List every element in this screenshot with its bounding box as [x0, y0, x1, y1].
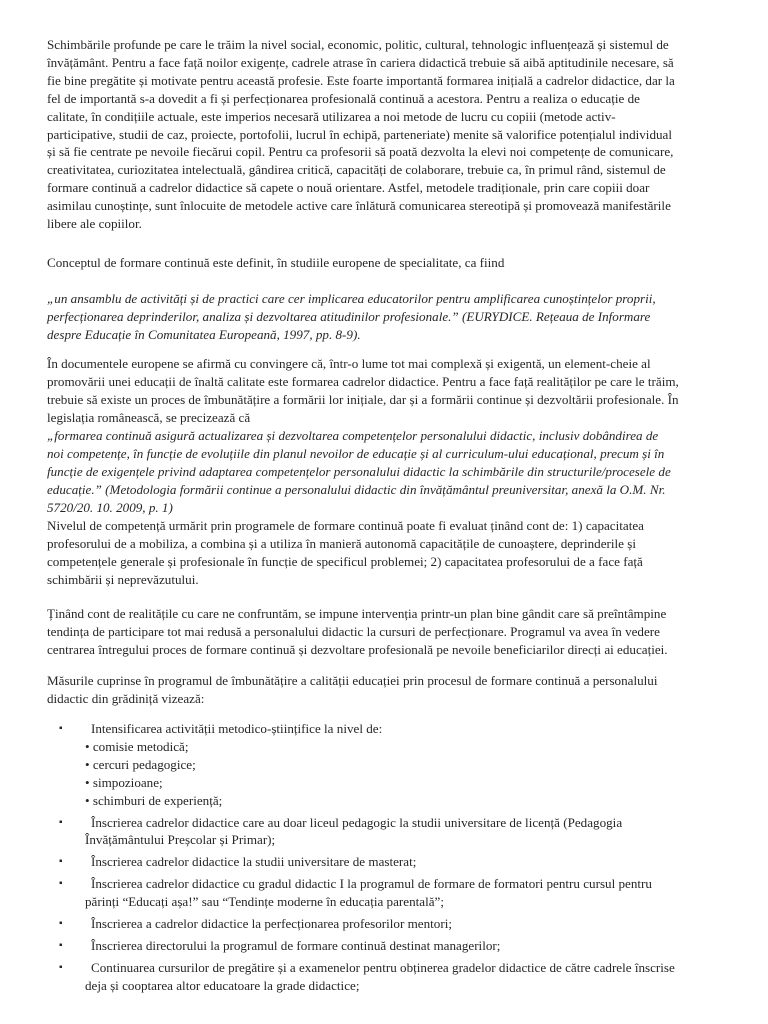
text-line: asimilau cunoștințe, sunt înlocuite de metodele active care înlătură comunicarea stereotipă și promovează manifestările: [47, 198, 671, 214]
list-item-text: deja și cooptarea altor educatoare la grade didactice;: [85, 977, 360, 993]
concept-paragraph: [47, 254, 733, 272]
text-line: despre Educație în Comunitatea Europeană, 1997, pp. 8-9).: [47, 326, 361, 342]
list-item-text: Înscrierea cadrelor didactice la studii universitare de masterat;: [91, 854, 417, 870]
text-line: perfecționarea deprinderilor, analiza și dezvoltarea atitudinilor profesionale.” (EURYDICE. Rețeaua de Informare: [47, 308, 651, 324]
eurydice-quote: [47, 290, 733, 344]
intro-paragraph: [47, 36, 733, 233]
text-line: „formarea continuă asigură actualizarea și dezvoltarea competențelor personalului didactic, inclusiv dobândirea de: [47, 428, 659, 443]
text-line: creativitatea, curiozitatea intelectuală, gândirea critică, capacități de colaborare, trebuie ca, în primul rând, sistemul de: [47, 162, 666, 178]
text-line: noi competențe, în funcție de evoluțiile din planul nevoilor de educație și al curriculum-ului educațional, precum și în: [47, 445, 665, 461]
text-line: profesorului de a mobiliza, a combina și a utiliza în manieră autonomă capacitățile de cunoaștere, deprinderile și: [47, 535, 636, 551]
text-line: formare continuă a cadrelor didactice să capete o nouă orientare. Astfel, metodele tradiționale, prin care copiii doar: [47, 180, 650, 196]
list-item: [47, 853, 737, 871]
text-line: tendința de participare tot mai redusă a personalului didactic la cursuri de perfecționare. Programul va avea în vedere: [47, 623, 660, 639]
text-line: și să fie centrate pe nevoile fiecărui copil. Pentru ca profesorii să poată dezvolta la elevi noi competențe de comunicare,: [47, 144, 674, 160]
competence-paragraph: [47, 517, 733, 589]
text-line: didactic din grădiniță vizează:: [47, 690, 205, 706]
text-line: În documentele europene se afirmă cu convingere că, într-o lume tot mai complexă și exigentă, un element-cheie al: [47, 356, 651, 371]
text-line: schimbării și neprevăzutului.: [47, 571, 199, 587]
square-bullet-icon: ▪: [59, 918, 63, 930]
text-line: învățământ. Pentru a face față noilor exigențe, cadrele atrase în cariera didactică trebuie să aibă aptitudinile necesare, să: [47, 54, 674, 70]
text-line: fel de importantă s-a dovedit a fi și perfecționarea profesională continuă a acestora. Pentru a realiza o educație de: [47, 90, 640, 106]
list-item-text: Înscrierea cadrelor didactice cu gradul didactic I la programul de formare de formatori pentru cursul pentru: [91, 876, 652, 892]
text-line: promovării unei educații de înaltă calitate este formarea cadrelor didactice. Pentru a face față realităților pe care le trăim,: [47, 373, 679, 389]
square-bullet-icon: ▪: [59, 878, 63, 890]
text-line: participative, studii de caz, proiecte, portofolii, lucrul în echipă, parteneriate) menite să valorifice potențialul individual: [47, 126, 672, 142]
text-line: trebuie să existe un proces de îmbunătățire a formării lor inițiale, dar și a formării continue și dezvoltării profesionale. În: [47, 391, 679, 407]
sub-list-item: • simpozioane;: [85, 774, 163, 790]
square-bullet-icon: ▪: [59, 816, 63, 828]
text-line: educație.” (Metodologia formării continue a personalului didactic din învățământul preuniversitar, anexă la O.M. Nr.: [47, 481, 666, 497]
square-bullet-icon: ▪: [59, 961, 63, 973]
measures-intro-paragraph: [47, 672, 733, 708]
text-line: Schimbările profunde pe care le trăim la nivel social, economic, politic, cultural, tehnologic influențează și sistemul de: [47, 37, 669, 52]
square-bullet-icon: ▪: [59, 856, 63, 868]
list-item-text: Continuarea cursurilor de pregătire și a examenelor pentru obținerea gradelor didactice de către cadrele înscrise: [91, 959, 675, 975]
square-bullet-icon: ▪: [59, 723, 63, 734]
list-item-text: părinți “Educați așa!” sau “Tendințe moderne în educația parentală”;: [85, 894, 444, 910]
text-line: funcție de exigențele privind adaptarea competențelor personalului didactic la schimbările din structurile/procesele de: [47, 463, 671, 479]
text-line: 5720/20. 10. 2009, p. 1): [47, 499, 173, 515]
list-item: [47, 814, 737, 850]
text-line: centrarea întregului proces de formare continuă și dezvoltare profesională pe nevoile beneficiarilor direcți ai educației.: [47, 641, 668, 657]
list-item: [47, 937, 737, 955]
methodology-quote: [47, 427, 733, 517]
text-line: Nivelul de competență urmărit prin programele de formare continuă poate fi evaluat ținând cont de: 1) capacitatea: [47, 518, 644, 533]
list-item-text: Intensificarea activității metodico-științifice la nivel de:: [91, 721, 383, 736]
european-documents-paragraph: [47, 355, 733, 427]
text-line: competențele generale și profesionale în funcție de specificul problemei; 2) capacitatea profesorului de a face față: [47, 553, 643, 569]
text-line: legislația românească, se precizează că: [47, 409, 251, 425]
sub-list-item: • cercuri pedagogice;: [85, 756, 196, 772]
list-item: [47, 915, 737, 933]
intervention-paragraph: [47, 605, 733, 659]
sub-list-item: • schimburi de experiență;: [85, 792, 223, 808]
text-line: libere ale copiilor.: [47, 216, 142, 232]
sub-list-item: • comisie metodică;: [85, 738, 189, 754]
list-item-text: Învățământului Preșcolar și Primar);: [85, 832, 276, 848]
list-item-text: Înscrierea directorului la programul de formare continuă destinat managerilor;: [91, 937, 501, 953]
list-item: [47, 959, 737, 995]
text-line: calitate, în condițiile actuale, este imperios necesară utilizarea a noi metode de lucru cu copiii (metode activ-: [47, 108, 616, 124]
text-line: Conceptul de formare continuă este definit, în studiile europene de specialitate, ca fiind: [47, 255, 505, 270]
text-line: fie bine pregătite și motivate pentru această profesie. Este foarte importantă formarea inițială a cadrelor didactice, dar la: [47, 72, 675, 88]
text-line: Ținând cont de realitățile cu care ne confruntăm, se impune intervenția printr-un plan bine gândit care să preîntâmpine: [47, 606, 667, 621]
list-item-text: Înscrierea cadrelor didactice care au doar liceul pedagogic la studii universitare de licență (Pedagogia: [91, 814, 623, 830]
list-item: [47, 720, 737, 810]
measures-list: [47, 720, 737, 995]
sub-list: [85, 738, 737, 810]
square-bullet-icon: ▪: [59, 939, 63, 951]
text-line: „un ansamblu de activități și de practici care cer implicarea educatorilor pentru amplificarea cunoștințelor proprii,: [47, 291, 656, 306]
list-item: [47, 875, 737, 911]
list-item-text: Înscrierea a cadrelor didactice la perfecționarea profesorilor mentori;: [91, 916, 452, 932]
text-line: Măsurile cuprinse în programul de îmbunătățire a calității educației prin procesul de formare continuă a personalului: [47, 673, 658, 688]
